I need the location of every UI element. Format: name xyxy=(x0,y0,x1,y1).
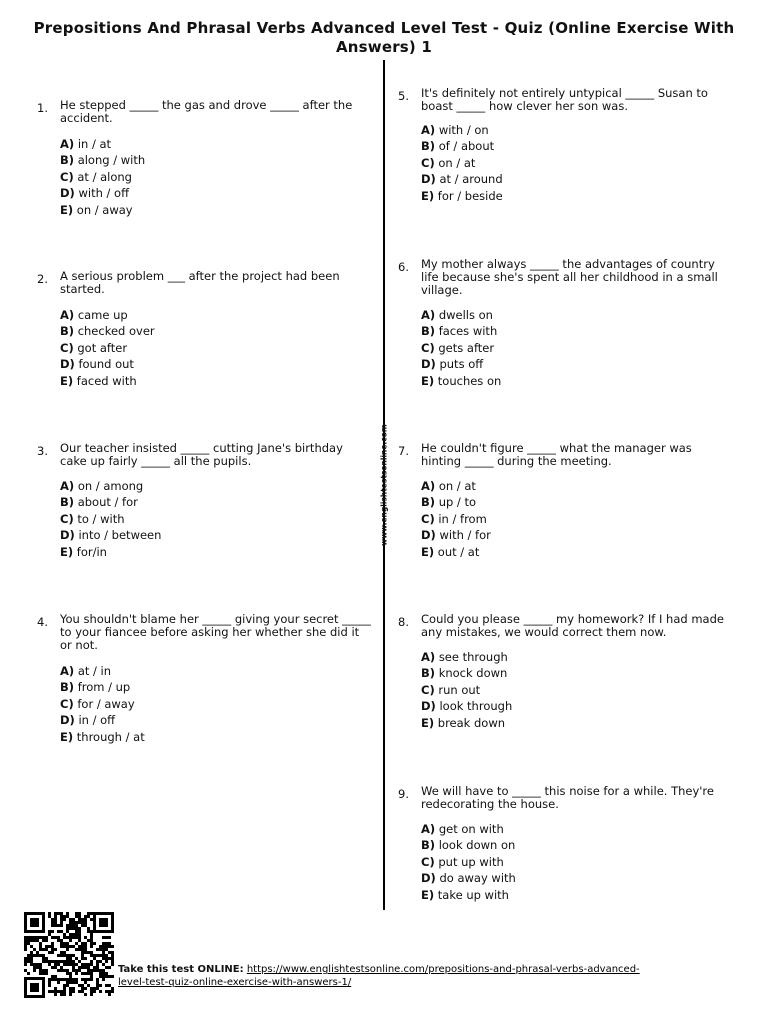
option-e[interactable] xyxy=(421,544,491,560)
option-a[interactable] xyxy=(421,821,516,837)
option-letter: E) xyxy=(421,188,435,203)
option-text: faces with xyxy=(438,324,498,339)
option-letter: C) xyxy=(421,340,435,355)
option-e[interactable] xyxy=(60,729,145,745)
question-stem: It's definitely not entirely untypical _____ Susan to boast _____ how clever her son was. xyxy=(421,86,708,113)
option-letter: D) xyxy=(421,871,436,886)
question-8 xyxy=(398,613,743,743)
option-d[interactable] xyxy=(421,698,512,714)
option-text: at / in xyxy=(77,664,112,678)
question-stem: Could you please _____ my homework? If I had made any mistakes, we would correct them now. xyxy=(421,612,724,639)
option-text: see through xyxy=(438,650,508,664)
option-list xyxy=(421,649,512,731)
option-d[interactable] xyxy=(421,527,491,543)
option-c[interactable] xyxy=(421,155,503,171)
option-b[interactable] xyxy=(60,494,161,510)
question-6 xyxy=(398,258,743,398)
option-a[interactable] xyxy=(60,663,145,679)
option-letter: B) xyxy=(60,680,75,695)
option-a[interactable] xyxy=(421,122,503,138)
option-list xyxy=(421,821,516,903)
footer xyxy=(118,964,718,989)
option-d[interactable] xyxy=(60,185,145,201)
option-letter: D) xyxy=(421,172,436,187)
option-text: to / with xyxy=(77,511,125,526)
option-text: touches on xyxy=(437,373,502,388)
option-letter: C) xyxy=(60,511,74,526)
question-7 xyxy=(398,442,743,572)
question-number: 1. xyxy=(37,101,48,115)
option-d[interactable] xyxy=(421,870,516,886)
option-letter: A) xyxy=(421,822,436,836)
option-letter: C) xyxy=(60,169,74,184)
option-text: up / to xyxy=(438,495,477,510)
link-line-1: https://www.englishtestsonline.com/prepositions-and-phrasal-verbs-advanced- xyxy=(246,964,640,975)
link-line-2: level-test-quiz-online-exercise-with-answers-1/ xyxy=(118,976,352,988)
option-c[interactable] xyxy=(421,511,491,527)
option-list xyxy=(60,663,145,745)
option-b[interactable] xyxy=(60,323,155,339)
option-d[interactable] xyxy=(60,712,145,728)
option-d[interactable] xyxy=(60,527,161,543)
option-text: in / off xyxy=(78,713,116,728)
option-letter: B) xyxy=(421,666,436,681)
option-letter: D) xyxy=(60,357,75,372)
option-letter: D) xyxy=(421,699,436,714)
option-text: with / for xyxy=(439,528,491,543)
question-number: 4. xyxy=(37,615,48,629)
option-e[interactable] xyxy=(421,373,501,389)
option-text: about / for xyxy=(77,495,138,510)
option-list xyxy=(421,122,503,204)
option-letter: B) xyxy=(421,838,436,853)
option-letter: E) xyxy=(421,887,435,902)
option-letter: C) xyxy=(421,854,435,869)
option-text: run out xyxy=(438,682,481,697)
option-letter: B) xyxy=(60,495,75,510)
option-text: puts off xyxy=(439,357,484,372)
option-e[interactable] xyxy=(60,544,161,560)
option-text: out / at xyxy=(437,544,480,559)
option-c[interactable] xyxy=(421,682,512,698)
option-text: get on with xyxy=(438,822,504,836)
option-text: do away with xyxy=(439,871,516,886)
option-a[interactable] xyxy=(421,307,501,323)
question-stem: A serious problem ___ after the project had been started. xyxy=(60,269,340,296)
question-4 xyxy=(37,613,382,753)
option-letter: E) xyxy=(60,544,74,559)
option-text: of / about xyxy=(438,139,495,154)
question-number: 7. xyxy=(398,444,409,458)
option-text: break down xyxy=(437,715,506,730)
page-title-line-1: Prepositions And Phrasal Verbs Advanced Level Test - Quiz (Online Exercise With xyxy=(33,19,735,37)
option-d[interactable] xyxy=(60,356,155,372)
option-c[interactable] xyxy=(60,169,145,185)
option-text: into / between xyxy=(78,528,162,543)
option-letter: C) xyxy=(60,340,74,355)
option-a[interactable] xyxy=(60,307,155,323)
option-text: look down on xyxy=(438,838,516,853)
question-number: 9. xyxy=(398,787,409,801)
option-b[interactable] xyxy=(421,665,512,681)
option-text: checked over xyxy=(77,324,155,339)
option-letter: D) xyxy=(60,713,75,728)
option-text: put up with xyxy=(438,854,504,869)
question-stem: My mother always _____ the advantages of country life because she's spent all her childhood in a small village. xyxy=(421,257,718,297)
page-title xyxy=(20,19,748,57)
question-number: 8. xyxy=(398,615,409,629)
option-letter: B) xyxy=(421,324,436,339)
question-9 xyxy=(398,785,743,910)
question-number: 2. xyxy=(37,272,48,286)
option-a[interactable] xyxy=(60,478,161,494)
option-text: knock down xyxy=(438,666,508,681)
option-text: in / at xyxy=(77,137,112,151)
option-e[interactable] xyxy=(421,887,516,903)
question-stem: You shouldn't blame her _____ giving your secret _____ to your fiancee before asking her whether she did it or not. xyxy=(60,612,371,652)
option-text: from / up xyxy=(77,680,131,695)
option-text: on / at xyxy=(438,479,476,493)
option-letter: E) xyxy=(421,544,435,559)
option-text: for/in xyxy=(76,544,107,559)
option-b[interactable] xyxy=(421,323,501,339)
option-letter: D) xyxy=(421,528,436,543)
option-letter: D) xyxy=(60,528,75,543)
option-e[interactable] xyxy=(60,373,155,389)
option-letter: E) xyxy=(421,715,435,730)
option-letter: A) xyxy=(60,137,75,151)
question-2 xyxy=(37,270,377,400)
option-text: dwells on xyxy=(438,308,493,322)
option-letter: E) xyxy=(60,729,74,744)
qr-code-icon xyxy=(24,912,114,998)
option-c[interactable] xyxy=(60,511,161,527)
question-stem: Our teacher insisted _____ cutting Jane's birthday cake up fairly _____ all the pupils. xyxy=(60,441,343,468)
option-text: at / around xyxy=(439,172,503,187)
option-letter: D) xyxy=(421,357,436,372)
option-letter: A) xyxy=(60,479,75,493)
option-letter: A) xyxy=(421,479,436,493)
option-d[interactable] xyxy=(421,171,503,187)
option-e[interactable] xyxy=(421,715,512,731)
option-letter: C) xyxy=(60,696,74,711)
option-letter: D) xyxy=(60,186,75,201)
option-b[interactable] xyxy=(421,837,516,853)
question-number: 3. xyxy=(37,444,48,458)
option-letter: B) xyxy=(60,324,75,339)
option-letter: C) xyxy=(421,682,435,697)
option-list xyxy=(421,307,501,389)
option-text: found out xyxy=(78,357,134,372)
question-number: 5. xyxy=(398,89,409,103)
option-letter: E) xyxy=(421,373,435,388)
option-letter: A) xyxy=(421,308,436,322)
option-letter: C) xyxy=(421,155,435,170)
option-text: for / away xyxy=(77,696,135,711)
question-stem: We will have to _____ this noise for a while. They're redecorating the house. xyxy=(421,784,714,811)
option-letter: A) xyxy=(421,123,436,137)
option-letter: A) xyxy=(421,650,436,664)
option-a[interactable] xyxy=(421,478,491,494)
option-c[interactable] xyxy=(60,696,145,712)
option-letter: E) xyxy=(60,373,74,388)
question-5 xyxy=(398,87,743,217)
option-e[interactable] xyxy=(60,202,145,218)
option-text: in / from xyxy=(438,511,487,526)
page-title-line-2: Answers) 1 xyxy=(335,38,433,56)
option-text: for / beside xyxy=(437,188,503,203)
question-number: 6. xyxy=(398,260,409,274)
option-text: take up with xyxy=(437,887,509,902)
option-text: look through xyxy=(439,699,513,714)
option-c[interactable] xyxy=(60,340,155,356)
option-c[interactable] xyxy=(421,854,516,870)
option-text: with / off xyxy=(78,186,130,201)
question-3 xyxy=(37,442,377,572)
option-letter: B) xyxy=(421,139,436,154)
option-letter: B) xyxy=(421,495,436,510)
option-text: gets after xyxy=(438,340,495,355)
option-b[interactable] xyxy=(60,679,145,695)
option-text: through / at xyxy=(76,729,145,744)
option-list xyxy=(60,307,155,389)
option-letter: A) xyxy=(60,664,75,678)
option-list xyxy=(60,136,145,218)
option-b[interactable] xyxy=(421,138,503,154)
option-c[interactable] xyxy=(421,340,501,356)
question-1 xyxy=(37,99,377,229)
option-a[interactable] xyxy=(60,136,145,152)
question-stem: He stepped _____ the gas and drove _____ after the accident. xyxy=(60,98,353,125)
option-e[interactable] xyxy=(421,188,503,204)
option-letter: A) xyxy=(60,308,75,322)
option-text: got after xyxy=(77,340,128,355)
site-watermark-text: www.englishtestsonline.com xyxy=(379,424,389,546)
option-text: came up xyxy=(77,308,128,322)
option-letter: C) xyxy=(421,511,435,526)
option-text: on / at xyxy=(438,155,476,170)
option-letter: B) xyxy=(60,153,75,168)
option-text: with / on xyxy=(438,123,489,137)
option-text: on / among xyxy=(77,479,144,493)
option-letter: E) xyxy=(60,202,74,217)
option-b[interactable] xyxy=(421,494,491,510)
option-a[interactable] xyxy=(421,649,512,665)
option-list xyxy=(421,478,491,560)
option-d[interactable] xyxy=(421,356,501,372)
question-stem: He couldn't figure _____ what the manager was hinting _____ during the meeting. xyxy=(421,441,692,468)
option-text: along / with xyxy=(77,153,146,168)
option-text: at / along xyxy=(77,169,132,184)
footer-label: Take this test ONLINE: xyxy=(118,964,244,975)
option-text: on / away xyxy=(76,202,133,217)
option-text: faced with xyxy=(76,373,137,388)
option-b[interactable] xyxy=(60,152,145,168)
option-list xyxy=(60,478,161,560)
